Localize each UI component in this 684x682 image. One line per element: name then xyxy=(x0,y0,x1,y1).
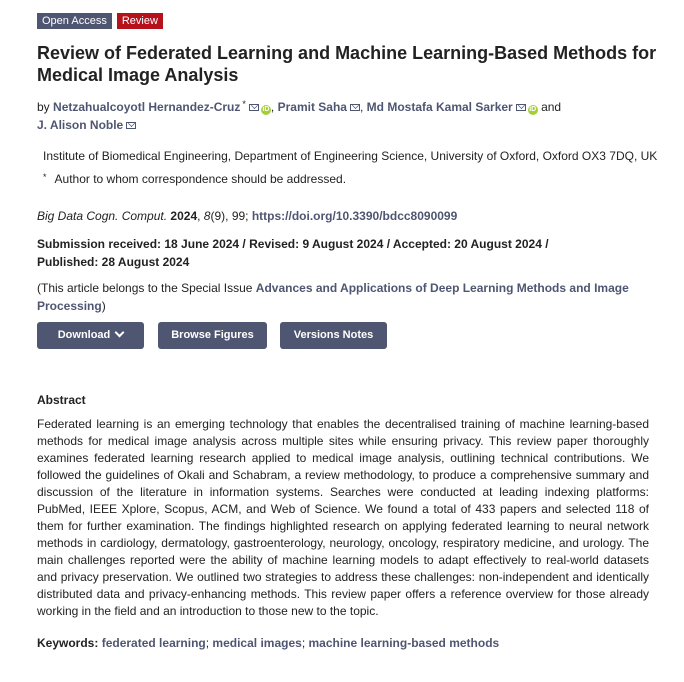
citation-year: 2024 xyxy=(170,209,198,223)
abstract-text: Federated learning is an emerging technology that enables the decentralised training of machine learning-based methods for medical image analysis across multiple sites while ensuring privacy. This review paper thoroughly examines federated learning research applied to medical image analysis, outlining technical contributions. We followed the guidelines of Okali and Schabram, a review methodology, to produce a comprehensive summary and discussion of the literature in information systems. Searches were conducted at leading indexing platforms: PubMed, IEEE Xplore, Scopus, ACM, and Web of Science. We found a total of 433 papers and selected 118 of them for further examination. The findings highlighted research on applying federated learning to neural network methods in cardiology, dermatology, gastroenterology, neurology, oncology, respiratory medicine, and urology. The main challenges reported were the ability of machine learning models to adapt effectively to real-world datasets and privacy preservation. We outlined two strategies to address these challenges: non-independent and identically distributed data and privacy-enhancing methods. This review paper offers a reference overview for those already working in the field and an introduction to those new to the topic. xyxy=(37,417,649,618)
and-label: and xyxy=(541,100,562,114)
envelope-icon[interactable] xyxy=(350,104,360,111)
author-link-saha[interactable]: Pramit Saha xyxy=(277,100,347,114)
article-title: Review of Federated Learning and Machine Learning-Based Methods for Medical Image Analysis xyxy=(37,43,657,85)
keywords xyxy=(37,636,499,650)
envelope-icon[interactable] xyxy=(249,104,259,111)
orcid-icon[interactable]: iD xyxy=(262,106,270,113)
versions-notes-button[interactable]: Versions Notes xyxy=(280,322,387,349)
journal-name: Big Data Cogn. Comput. xyxy=(37,209,168,223)
author-separator: , xyxy=(359,100,364,114)
keyword-link[interactable]: medical images xyxy=(212,636,302,650)
keywords-label: Keywords: xyxy=(37,636,99,650)
citation: Big Data Cogn. Comput. 2024, 8(9), 99; https://doi.org/10.3390/bdcc8090099 xyxy=(37,209,458,223)
by-label: by xyxy=(37,100,50,114)
download-label: Download xyxy=(57,329,111,341)
citation-issue: (9), 99; xyxy=(210,209,249,223)
special-issue-link[interactable]: Advances and Applications of Deep Learning Methods and Image Processing xyxy=(37,281,629,313)
review-badge: Review xyxy=(117,13,163,29)
special-issue-suffix: ) xyxy=(101,299,106,313)
special-issue-prefix: (This article belongs to the Special Issue xyxy=(37,281,253,295)
open-access-badge[interactable]: Open Access xyxy=(37,13,112,29)
correspondence-mark: * xyxy=(43,172,47,182)
download-button[interactable] xyxy=(37,322,144,349)
corresponding-mark: * xyxy=(242,99,246,109)
article-badges xyxy=(37,13,163,29)
envelope-icon[interactable] xyxy=(516,104,526,111)
affiliation: Institute of Biomedical Engineering, Department of Engineering Science, University of Oxford, Oxford OX3 7DQ, UK xyxy=(43,149,658,163)
keyword-link[interactable]: federated learning xyxy=(101,636,206,650)
keyword-separator: ; xyxy=(205,636,210,650)
envelope-icon[interactable] xyxy=(126,122,136,129)
citation-volume: 8 xyxy=(203,209,211,223)
orcid-icon[interactable]: iD xyxy=(529,106,537,113)
correspondence-note xyxy=(43,170,346,186)
author-separator: , xyxy=(270,100,275,114)
browse-figures-button[interactable]: Browse Figures xyxy=(158,322,267,349)
doi-link[interactable]: https://doi.org/10.3390/bdcc8090099 xyxy=(251,209,458,223)
author-link-hernandez-cruz[interactable]: Netzahualcoyotl Hernandez-Cruz xyxy=(53,100,241,114)
chevron-down-icon xyxy=(115,328,125,338)
author-list xyxy=(37,95,667,134)
special-issue-note xyxy=(37,279,637,315)
author-link-noble[interactable]: J. Alison Noble xyxy=(37,118,124,132)
keyword-link[interactable]: machine learning-based methods xyxy=(308,636,500,650)
author-link-sarker[interactable]: Md Mostafa Kamal Sarker xyxy=(366,100,513,114)
keyword-separator: ; xyxy=(301,636,306,650)
abstract-heading: Abstract xyxy=(37,393,86,407)
publication-dates: Submission received: 18 June 2024 / Revised: 9 August 2024 / Accepted: 20 August 2024 / Published: 28 August 2024 xyxy=(37,237,549,269)
action-buttons xyxy=(37,322,387,349)
correspondence-text: Author to whom correspondence should be addressed. xyxy=(54,172,347,186)
